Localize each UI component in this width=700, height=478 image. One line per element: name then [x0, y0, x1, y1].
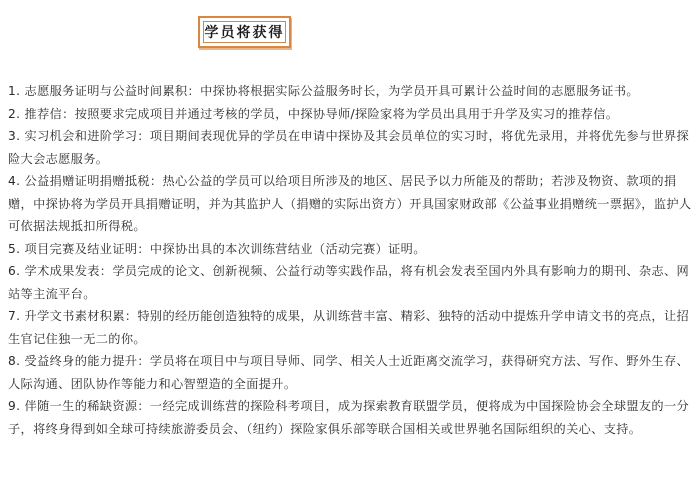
- benefit-item-lifelong-skills: 8. 受益终身的能力提升：学员将在项目中与项目导师、同学、相关人士近距离交流学习，获得研究方法、写作、野外生存、人际沟通、团队协作等能力和心智塑造的全面提升。: [8, 354, 690, 391]
- benefit-item-rare-resources: 9. 伴随一生的稀缺资源：一经完成训练营的探险科考项目，成为探索教育联盟学员，便将成为中国探险协会全球盟友的一分子，将终身得到如全球可持续旅游委员会、（纽约）探险家俱乐部等联合国相关或世界驰名国际组织的关心、支持。: [8, 399, 690, 436]
- benefit-item-volunteer-certificate: 1. 志愿服务证明与公益时间累积：中探协将根据实际公益服务时长，为学员开具可累计公益时间的志愿服务证书。: [8, 84, 639, 98]
- section-title: 学员将获得: [204, 25, 285, 41]
- benefit-item-recommendation-letter: 2. 推荐信：按照要求完成项目并通过考核的学员，中探协导师/探险家将为学员出具用于升学及实习的推荐信。: [8, 106, 619, 121]
- benefit-item-internship: 3. 实习机会和进阶学习：项目期间表现优异的学员在申请中探协及其会员单位的实习时，将优先录用，并将优先参与世界探险大会志愿服务。: [8, 129, 690, 166]
- benefit-item-completion-certificate: 5. 项目完赛及结业证明：中探协出具的本次训练营结业（活动完赛）证明。: [8, 241, 426, 256]
- section-title-box: [198, 16, 291, 48]
- benefit-item-donation-tax: 4. 公益捐赠证明捐赠抵税：热心公益的学员可以给项目所涉及的地区、居民予以力所能及的帮助；若涉及物资、款项的捐赠，中探协将为学员开具捐赠证明，并为其监护人（捐赠的实际出资方）开具国家财政部《公益事业捐赠统一票据》，监护人可依据法规抵扣所得税。: [8, 174, 692, 233]
- benefit-item-application-essay: 7. 升学文书素材积累：特别的经历能创造独特的成果，从训练营丰富、精彩、独特的活动中提炼升学申请文书的亮点，让招生官记住独一无二的你。: [8, 309, 690, 346]
- benefit-item-academic-publication: 6. 学术成果发表：学员完成的论文、创新视频、公益行动等实践作品，将有机会发表至国内外具有影响力的期刊、杂志、网站等主流平台。: [8, 264, 690, 301]
- benefits-list: [8, 80, 692, 440]
- section-title-inner-frame: [203, 21, 286, 43]
